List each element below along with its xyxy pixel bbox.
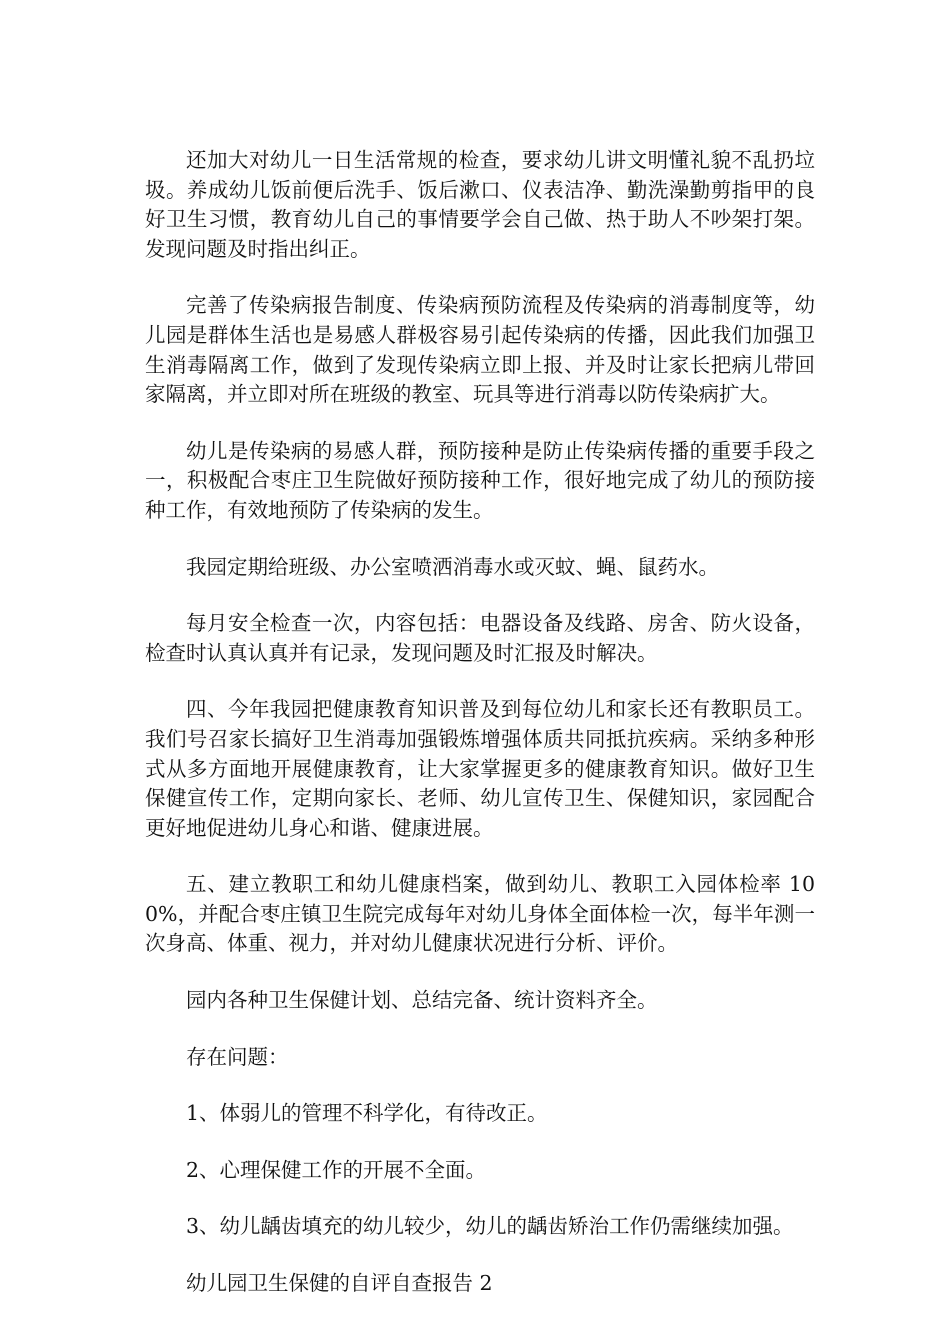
paragraph-health-education: 四、今年我园把健康教育知识普及到每位幼儿和家长还有教职员工。我们号召家长搞好卫生消毒加强锻炼增强体质共同抵抗疾病。采纳多种形式从多方面地开展健康教育，让大家掌握更多的健康教育知识。做好卫生保健宣传工作，定期向家长、老师、幼儿宣传卫生、保健知识，家园配合更好地促进幼儿身心和谐、健康进展。 xyxy=(145,697,815,840)
paragraph-infection-control: 完善了传染病报告制度、传染病预防流程及传染病的消毒制度等，幼儿园是群体生活也是易感人群极容易引起传染病的传播，因此我们加强卫生消毒隔离工作，做到了发现传染病立即上报、并及时让家长把病儿带回家隔离，并立即对所在班级的教室、玩具等进行消毒以防传染病扩大。 xyxy=(145,293,815,407)
paragraph-daily-routine: 还加大对幼儿一日生活常规的检查，要求幼儿讲文明懂礼貌不乱扔垃圾。养成幼儿饭前便后洗手、饭后漱口、仪表洁净、勤洗澡勤剪指甲的良好卫生习惯，教育幼儿自己的事情要学会自己做、热于助人不吵架打架。发现问题及时指出纠正。 xyxy=(145,148,815,261)
list-item-problem-1: 1、体弱儿的管理不科学化，有待改正。 xyxy=(186,1101,548,1126)
paragraph-plans-complete: 园内各种卫生保健计划、总结完备、统计资料齐全。 xyxy=(186,988,658,1013)
paragraph-safety-check: 每月安全检查一次，内容包括：电器设备及线路、房舍、防火设备，检查时认真认真并有记录，发现问题及时汇报及时解决。 xyxy=(145,611,815,665)
paragraph-vaccination: 幼儿是传染病的易感人群，预防接种是防止传染病传播的重要手段之一，积极配合枣庄卫生院做好预防接种工作，很好地完成了幼儿的预防接种工作，有效地预防了传染病的发生。 xyxy=(145,438,815,522)
list-item-problem-3: 3、幼儿龋齿填充的幼儿较少，幼儿的龋齿矫治工作仍需继续加强。 xyxy=(186,1214,794,1239)
list-item-problem-2: 2、心理保健工作的开展不全面。 xyxy=(186,1157,487,1182)
paragraph-health-records: 五、建立教职工和幼儿健康档案，做到幼儿、教职工入园体检率 100%，并配合枣庄镇卫生院完成每年对幼儿身体全面体检一次，每半年测一次身高、体重、视力，并对幼儿健康状况进行分析、评价。 xyxy=(145,872,815,956)
paragraph-disinfection: 我园定期给班级、办公室喷洒消毒水或灭蚊、蝇、鼠药水。 xyxy=(186,554,719,579)
document-body xyxy=(145,146,815,1326)
section-title-report-2: 幼儿园卫生保健的自评自查报告 2 xyxy=(186,1271,493,1296)
paragraph-problems-heading: 存在问题： xyxy=(186,1044,289,1069)
